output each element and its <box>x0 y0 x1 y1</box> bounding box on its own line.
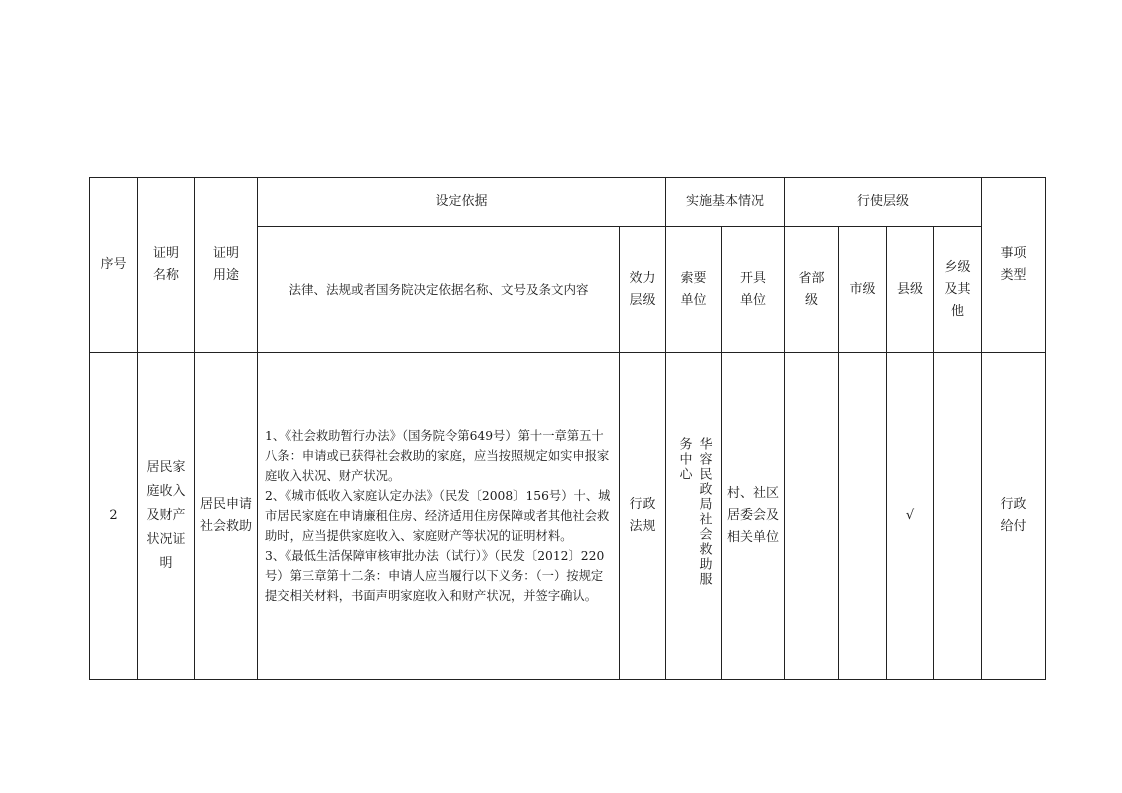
row-cert-name-value: 居民家庭收入及财产状况证明 <box>146 460 186 571</box>
header-impl-group-label: 实施基本情况 <box>686 194 765 209</box>
header-requesting-unit-label: 索要单位 <box>680 270 707 308</box>
header-basis-content <box>258 227 620 353</box>
header-township-label: 乡级及其他 <box>944 259 971 319</box>
row-seq <box>90 353 138 680</box>
certification-table <box>89 177 1046 680</box>
header-cert-name-label: 证明名称 <box>152 246 179 283</box>
header-township <box>934 227 982 353</box>
row-item-type <box>982 353 1046 680</box>
header-cert-use <box>195 178 258 353</box>
basis-item-3: 3、《最低生活保障审核审批办法（试行）》（民发〔2012〕220号）第三章第十二条：申请人应当履行以下义务：（一）按规定提交相关材料，书面声明家庭收入和财产状况，并签字确认。 <box>265 549 605 603</box>
row-effect-level <box>620 353 666 680</box>
header-impl-group <box>666 178 785 227</box>
row-city <box>839 353 887 680</box>
header-cert-name <box>138 178 195 353</box>
header-seq <box>90 178 138 353</box>
header-issuing-unit <box>722 227 785 353</box>
row-seq-value: 2 <box>109 508 118 523</box>
row-province <box>785 353 839 680</box>
row-issuing-unit-value: 村、社区居委会及相关单位 <box>727 486 780 545</box>
header-basis-content-label: 法律、法规或者国务院决定依据名称、文号及条文内容 <box>288 281 589 297</box>
row-requesting-unit-value: 华容民政局社会救助服务中心 <box>676 437 712 587</box>
header-cert-use-label: 证明用途 <box>212 246 239 283</box>
header-item-type <box>982 178 1046 353</box>
header-province <box>785 227 839 353</box>
header-county-label: 县级 <box>897 281 924 297</box>
table-row <box>90 353 1046 680</box>
header-issuing-unit-label: 开具单位 <box>740 270 767 308</box>
header-effect-level-label: 效力层级 <box>629 270 656 308</box>
row-cert-name <box>138 353 195 680</box>
header-level-group-label: 行使层级 <box>857 194 910 209</box>
basis-item-2: 2、《城市低收入家庭认定办法》（民发〔2008〕156号）十、城市居民家庭在申请廉租住房、经济适用住房保障或者其他社会救助时，应当提供家庭收入、家庭财产等状况的证明材料。 <box>265 489 611 543</box>
row-county-check: √ <box>905 508 915 523</box>
row-township <box>934 353 982 680</box>
header-county <box>887 227 934 353</box>
row-cert-use-value: 居民申请社会救助 <box>200 497 253 534</box>
row-issuing-unit <box>722 353 785 680</box>
row-requesting-unit <box>666 353 722 680</box>
header-level-group <box>785 178 982 227</box>
header-effect-level <box>620 227 666 353</box>
header-basis-group <box>258 178 666 227</box>
row-basis <box>258 353 620 680</box>
header-basis-group-label: 设定依据 <box>435 194 488 209</box>
row-item-type-value: 行政给付 <box>1000 497 1027 534</box>
row-cert-use <box>195 353 258 680</box>
header-province-label: 省部级 <box>798 270 825 308</box>
header-requesting-unit <box>666 227 722 353</box>
row-effect-level-value: 行政法规 <box>629 497 656 534</box>
basis-item-1: 1、《社会救助暂行办法》（国务院令第649号）第十一章第五十八条：申请或已获得社会救助的家庭，应当按照规定如实申报家庭收入状况、财产状况。 <box>265 429 610 483</box>
header-seq-label: 序号 <box>100 257 127 272</box>
header-city <box>839 227 887 353</box>
header-city-label: 市级 <box>849 281 876 297</box>
header-item-type-label: 事项类型 <box>1000 246 1027 283</box>
row-county <box>887 353 934 680</box>
